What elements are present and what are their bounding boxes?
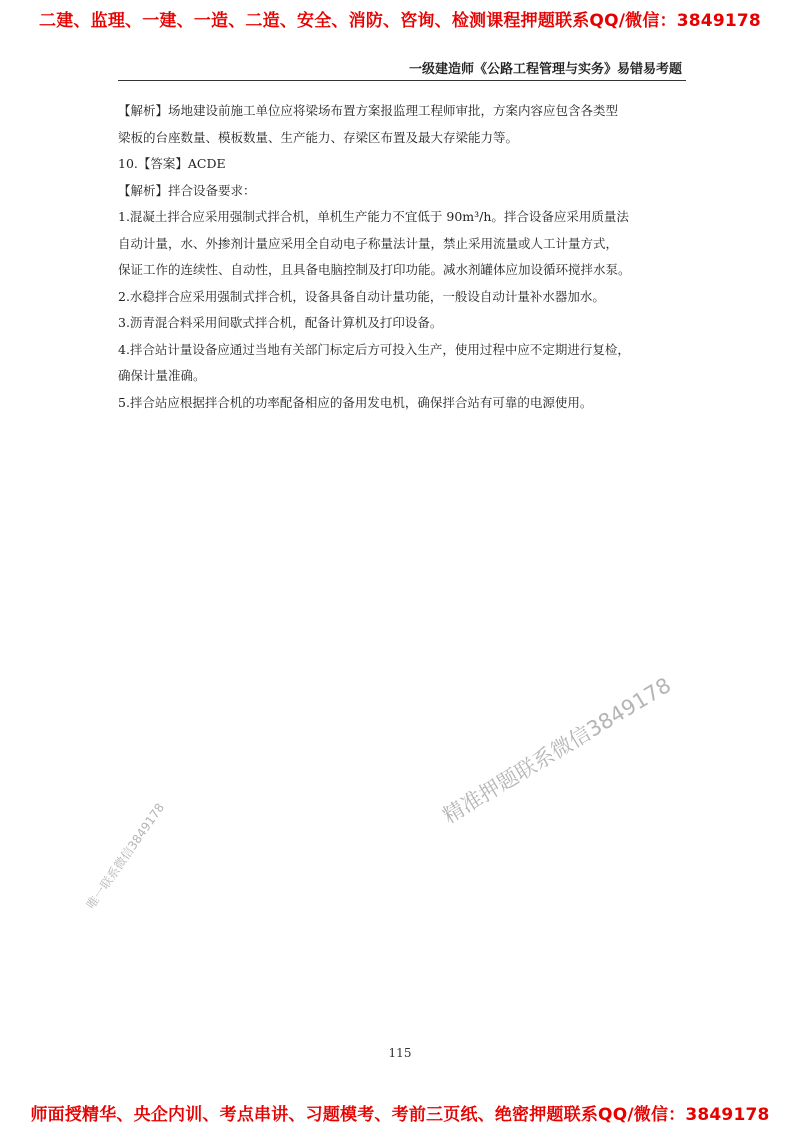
requirement-item: 保证工作的连续性、自动性，且具备电脑控制及打印功能。减水剂罐体应加设循环搅拌水泵。 bbox=[118, 262, 631, 277]
bottom-banner: 师面授精华、央企内训、考点串讲、习题模考、考前三页纸、绝密押题联系QQ/微信：3849178 bbox=[30, 1105, 770, 1125]
analysis-heading: 【解析】拌合设备要求： bbox=[118, 182, 256, 198]
page-number: 115 bbox=[388, 1046, 412, 1060]
requirement-item: 3.沥青混合料采用间歇式拌合机，配备计算机及打印设备。 bbox=[118, 315, 443, 330]
requirement-item: 5.拌合站应根据拌合机的功率配备相应的备用发电机，确保拌合站有可靠的电源使用。 bbox=[118, 394, 593, 410]
header-title: 一级建造师《公路工程管理与实务》易错易考题 bbox=[408, 62, 682, 77]
requirement-item: 确保计量准确。 bbox=[118, 368, 206, 383]
requirement-item: 2.水稳拌合应采用强制式拌合机，设备具备自动计量功能，一般设自动计量补水器加水。 bbox=[118, 288, 605, 304]
top-banner: 二建、监理、一建、一造、二造、安全、消防、咨询、检测课程押题联系QQ/微信：3849178 bbox=[39, 11, 761, 31]
watermark-small: 唯一联系微信3849178 bbox=[83, 800, 168, 912]
document-body bbox=[118, 98, 698, 416]
analysis-line: 【解析】场地建设前施工单位应将梁场布置方案报监理工程师审批，方案内容应包含各类型 bbox=[118, 103, 619, 118]
analysis-line: 梁板的台座数量、模板数量、生产能力、存梁区布置及最大存梁能力等。 bbox=[118, 129, 519, 145]
header-divider bbox=[118, 80, 686, 81]
requirement-item: 1.混凝土拌合应采用强制式拌合机，单机生产能力不宜低于 90m³/h。拌合设备应采用质量法 bbox=[118, 209, 629, 224]
answer-line: 10.【答案】ACDE bbox=[118, 156, 226, 171]
requirement-item: 自动计量，水、外掺剂计量应采用全自动电子称量法计量，禁止采用流量或人工计量方式， bbox=[118, 235, 619, 251]
watermark-large: 精准押题联系微信3849178 bbox=[438, 673, 676, 829]
requirement-item: 4.拌合站计量设备应通过当地有关部门标定后方可投入生产，使用过程中应不定期进行复检， bbox=[118, 341, 630, 357]
